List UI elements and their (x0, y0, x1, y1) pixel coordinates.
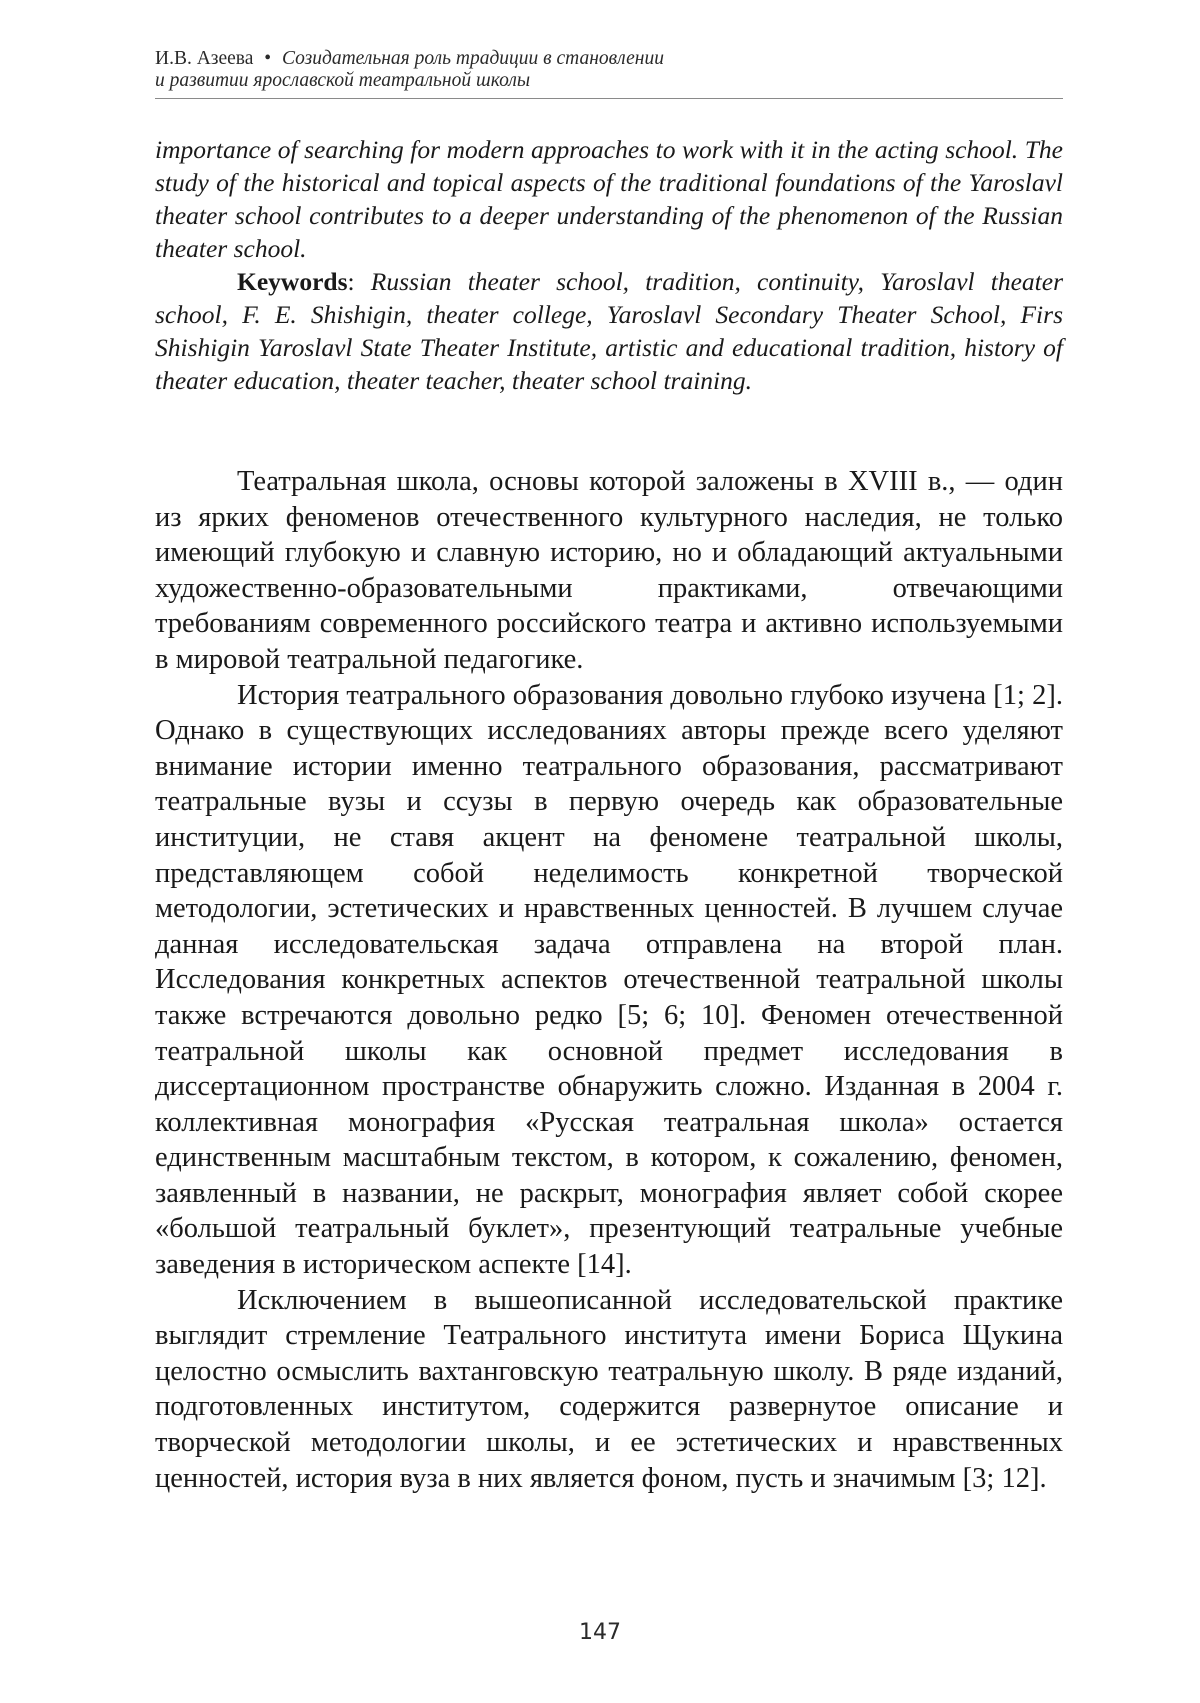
paragraph-3: Исключением в вышеописанной исследовательской практике выглядит стремление Театрального института имени Бориса Щукина целостно осмыслить вахтанговскую театральную школу. В ряде изданий, подготовленных институтом, содержится развернутое описание и творческой методологии школы, и ее эстетических и нравственных ценностей, история вуза в них является фоном, пусть и значимым [3; 12]. (155, 1283, 1063, 1497)
keywords-text: Russian theater school, tradition, continuity, Yaroslavl theater school, F. E. Shishigin, theater college, Yaroslavl Secondary Theater School, Firs Shishigin Yaroslavl State Theater Institute, artistic and educational tradition, history of theater education, theater teacher, theater school training. (155, 267, 1063, 395)
keywords-label: Keywords (237, 267, 348, 296)
paragraph-1: Театральная школа, основы которой заложены в XVIII в., — один из ярких феноменов отечественного культурного наследия, не только имеющий глубокую и славную историю, но и обладающий актуальными художественно-образовательными практиками, отвечающими требованиям современного российского театра и активно используемыми в мировой театральной педагогике. (155, 464, 1063, 678)
abstract-block (155, 133, 1063, 397)
header-separator: • (258, 48, 277, 69)
paragraph-2: История театрального образования довольно глубоко изучена [1; 2]. Однако в существующих исследованиях авторы прежде всего уделяют внимание истории именно театрального образования, рассматривают театральные вузы и ссузы в первую очередь как образовательные институции, не ставя акцент на феномене театральной школы, представляющем собой неделимость конкретной творческой методологии, эстетических и нравственных ценностей. В лучшем случае данная исследовательская задача отправлена на второй план. Исследования конкретных аспектов отечественной театральной школы также встречаются довольно редко [5; 6; 10]. Феномен отечественной театральной школы как основной предмет исследования в диссертационном пространстве обнаружить сложно. Изданная в 2004 г. коллективная монография «Русская театральная школа» остается единственным масштабным текстом, в котором, к сожалению, феномен, заявленный в названии, не раскрыт, монография являет собой скорее «большой театральный буклет», презентующий театральные учебные заведения в историческом аспекте [14]. (155, 678, 1063, 1283)
header-title-line-2: и развитии ярославской театральной школы (155, 70, 1063, 92)
running-header-line-1 (155, 48, 1063, 70)
page-number: 147 (0, 1620, 1200, 1645)
header-author: И.В. Азеева (155, 48, 253, 69)
running-header (155, 48, 1063, 99)
abstract-text: importance of searching for modern approaches to work with it in the acting school. The study of the historical and topical aspects of the traditional foundations of the Yaroslavl theater school contributes to a deeper understanding of the phenomenon of the Russian theater school. (155, 133, 1063, 265)
body-text (155, 464, 1063, 1496)
keywords: Keywords: Russian theater school, tradition, continuity, Yaroslavl theater school, F. E. Shishigin, theater college, Yaroslavl Secondary Theater School, Firs Shishigin Yaroslavl State Theater Institute, artistic and educational tradition, history of theater education, theater teacher, theater school training. (155, 265, 1063, 397)
header-title-line-1: Созидательная роль традиции в становлении (282, 48, 664, 69)
